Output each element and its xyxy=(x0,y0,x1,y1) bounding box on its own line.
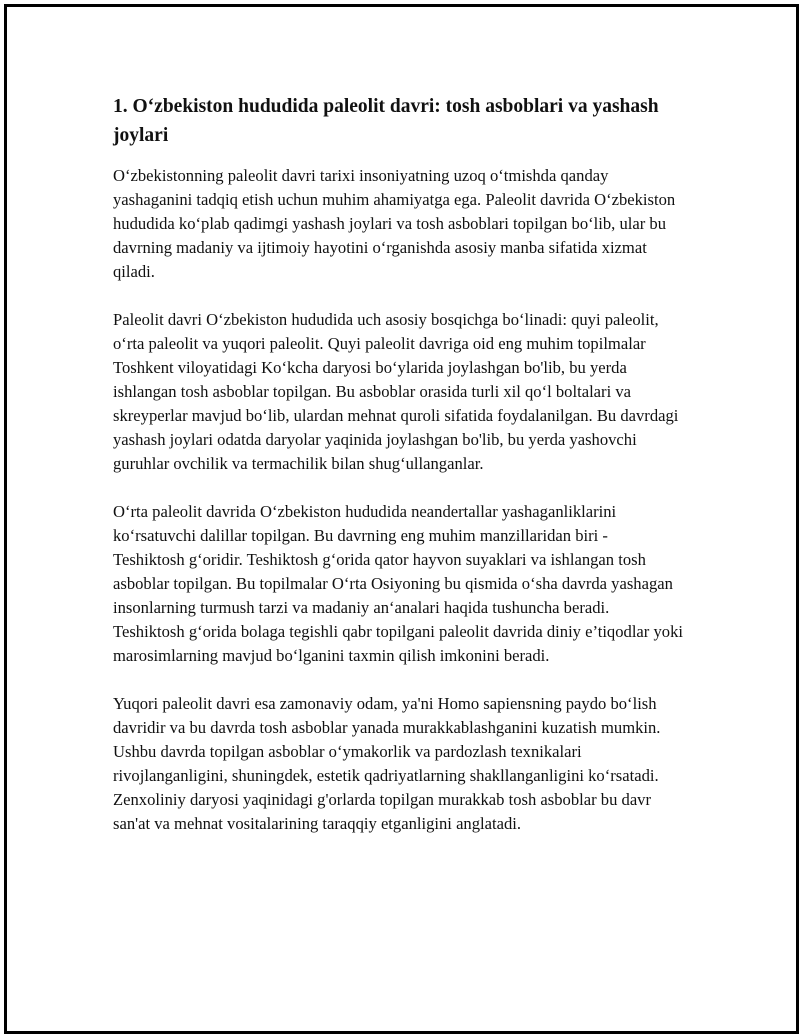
paragraph-intro: O‘zbekistonning paleolit davri tarixi insoniyatning uzoq o‘tmishda qanday yashaganini tadqiq etish uchun muhim ahamiyatga ega. Paleolit davrida O‘zbekiston hududida ko‘plab qadimgi yashash joylari va tosh asboblari topilgan bo‘lib, ular bu davrning madaniy va ijtimoiy hayotini o‘rganishda asosiy manba sifatida xizmat qiladi. xyxy=(113,166,676,281)
section-heading: 1. O‘zbekiston hududida paleolit davri: tosh asboblari va yashash joylari xyxy=(113,96,659,146)
document-body xyxy=(113,92,683,860)
paragraph-lower-paleolithic: Paleolit davri O‘zbekiston hududida uch asosiy bosqichga bo‘linadi: quyi paleolit, o‘rta paleolit va yuqori paleolit. Quyi paleolit davriga oid eng muhim topilmalar Toshkent viloyatidagi Ko‘kcha daryosi bo‘ylarida joylashgan bo'lib, bu yerda ishlangan tosh asboblar topilgan. Bu asboblar orasida turli xil qo‘l boltalari va skreyperlar mavjud bo‘lib, ulardan mehnat quroli sifatida foydalanilgan. Bu davrdagi yashash joylari odatda daryolar yaqinida joylashgan bo'lib, bu yerda yashovchi guruhlar ovchilik va termachilik bilan shug‘ullanganlar. xyxy=(113,310,679,473)
paragraph-middle-paleolithic: O‘rta paleolit davrida O‘zbekiston hududida neandertallar yashaganliklarini ko‘rsatuvchi dalillar topilgan. Bu davrning eng muhim manzillaridan biri - Teshiktosh g‘oridir. Teshiktosh g‘orida qator hayvon suyaklari va ishlangan tosh asboblar topilgan. Bu topilmalar O‘rta Osiyoning bu qismida o‘sha davrda yashagan insonlarning turmush tarzi va madaniy an‘analari haqida tushuncha beradi. Teshiktosh g‘orida bolaga tegishli qabr topilgani paleolit davrida diniy e’tiqodlar yoki marosimlarning mavjud bo‘lganini taxmin qilish imkonini beradi. xyxy=(113,502,683,665)
paragraph-upper-paleolithic: Yuqori paleolit davri esa zamonaviy odam, ya'ni Homo sapiensning paydo bo‘lish davridir va bu davrda tosh asboblar yanada murakkablashganini kuzatish mumkin. Ushbu davrda topilgan asboblar o‘ymakorlik va pardozlash texnikalari rivojlanganligini, shuningdek, estetik qadriyatlarning shakllanganligini ko‘rsatadi. Zenxoliniy daryosi yaqinidagi g'orlarda topilgan murakkab tosh asboblar bu davr san'at va mehnat vositalarining taraqqiy etganligini anglatadi. xyxy=(113,694,661,833)
